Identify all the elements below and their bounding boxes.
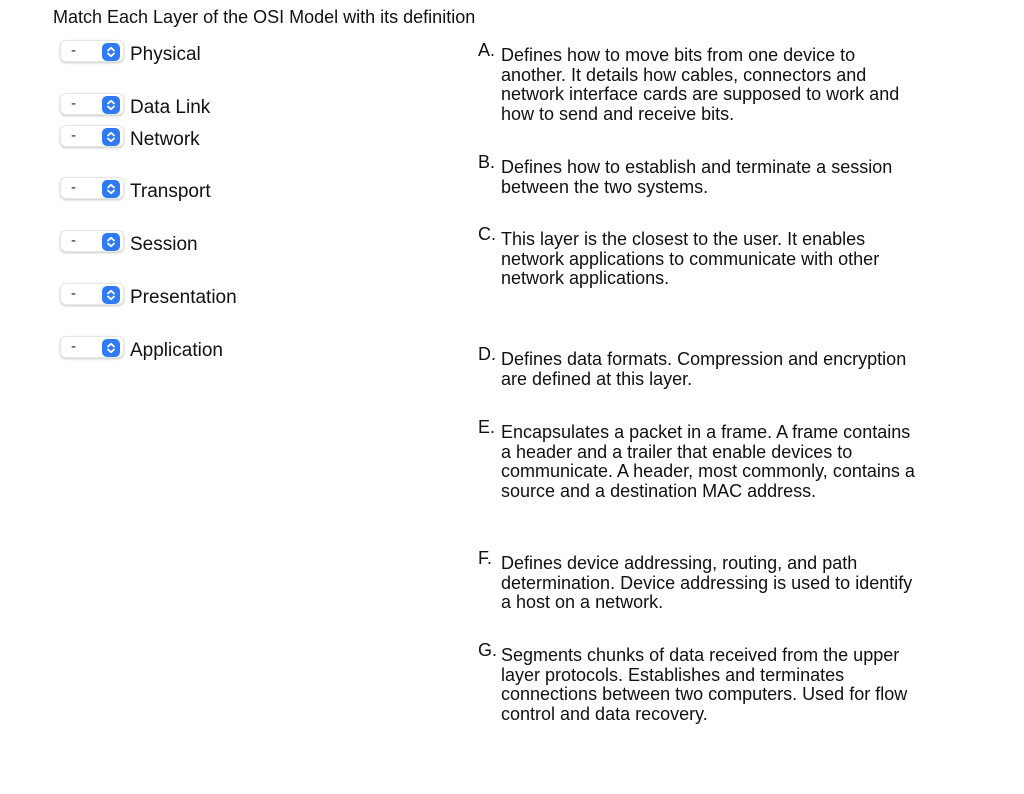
layer-row-network — [60, 125, 420, 151]
definition-letter: E. — [478, 417, 496, 437]
layer-row-session — [60, 230, 420, 256]
layer-select-data-link[interactable] — [60, 93, 124, 115]
definition-letter: G. — [478, 640, 498, 660]
up-down-chevron-icon — [102, 233, 120, 251]
layer-row-data-link — [60, 93, 420, 119]
layer-row-application — [60, 336, 420, 362]
up-down-chevron-icon — [102, 286, 120, 304]
definition-text: Defines how to establish and terminate a session between the two systems. — [501, 157, 893, 197]
select-value: - — [71, 285, 76, 302]
select-value: - — [71, 42, 76, 59]
definition-letter: A. — [478, 40, 496, 60]
definition-text: Segments chunks of data received from the upper layer protocols. Establishes and terminates connections between two computers. Used for flow control and data recovery. — [501, 645, 908, 724]
select-value: - — [71, 179, 76, 196]
layer-label-physical: Physical — [130, 44, 201, 65]
layer-row-presentation — [60, 283, 420, 309]
layer-select-transport[interactable] — [60, 177, 124, 199]
question-title: Match Each Layer of the OSI Model with its definition — [53, 7, 476, 27]
definition-letter: B. — [478, 152, 496, 172]
definition-text: Defines how to move bits from one device to another. It details how cables, connectors and network interface cards are supposed to work and how to send and receive bits. — [501, 45, 900, 124]
up-down-chevron-icon — [102, 180, 120, 198]
layer-label-application: Application — [130, 340, 223, 361]
definition-text: This layer is the closest to the user. It enables network applications to communicate with other network applications. — [501, 229, 880, 289]
up-down-chevron-icon — [102, 339, 120, 357]
layer-select-physical[interactable] — [60, 40, 124, 62]
up-down-chevron-icon — [102, 128, 120, 146]
layer-label-data-link: Data Link — [130, 97, 211, 118]
select-value: - — [71, 127, 76, 144]
definition-text: Defines data formats. Compression and encryption are defined at this layer. — [501, 349, 907, 389]
select-value: - — [71, 95, 76, 112]
definition-letter: C. — [478, 224, 496, 244]
layer-label-presentation: Presentation — [130, 287, 237, 308]
layer-select-session[interactable] — [60, 230, 124, 252]
definition-text: Defines device addressing, routing, and path determination. Device addressing is used to identify a host on a network. — [501, 553, 913, 613]
layer-select-network[interactable] — [60, 125, 124, 147]
select-value: - — [71, 232, 76, 249]
definition-text: Encapsulates a packet in a frame. A frame contains a header and a trailer that enable devices to communicate. A header, most commonly, contains a source and a destination MAC address. — [501, 422, 915, 501]
layer-row-transport — [60, 177, 420, 203]
definition-letter: F. — [478, 548, 493, 568]
layer-label-network: Network — [130, 129, 200, 150]
layer-label-session: Session — [130, 234, 198, 255]
layer-label-transport: Transport — [130, 181, 211, 202]
up-down-chevron-icon — [102, 96, 120, 114]
up-down-chevron-icon — [102, 43, 120, 61]
layer-select-application[interactable] — [60, 336, 124, 358]
select-value: - — [71, 338, 76, 355]
layer-select-presentation[interactable] — [60, 283, 124, 305]
layer-row-physical — [60, 40, 420, 66]
definition-letter: D. — [478, 344, 496, 364]
